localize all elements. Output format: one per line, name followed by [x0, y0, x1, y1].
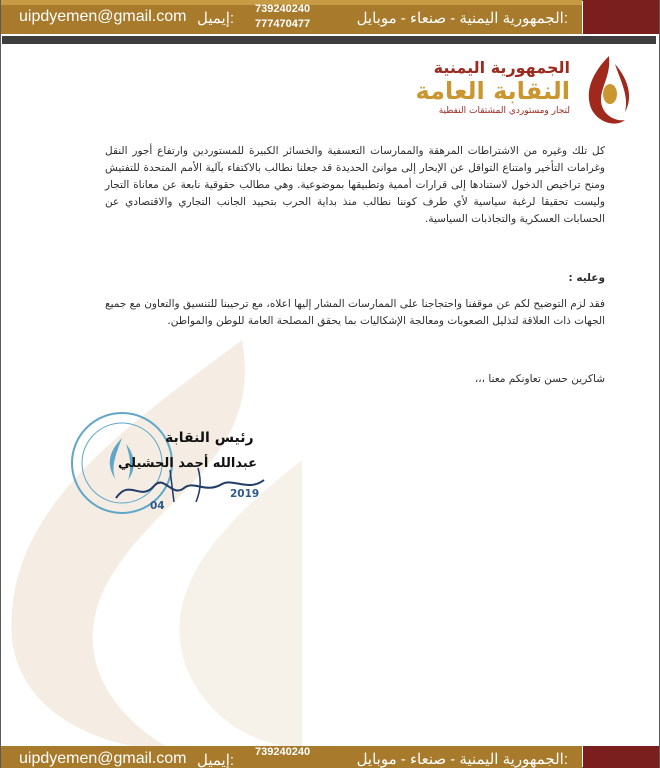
header-email: uipdyemen@gmail.com: [19, 8, 187, 25]
watermark-flame-icon: [2, 340, 302, 750]
header-accent-block: [583, 0, 659, 34]
header-bar: [1, 0, 582, 34]
header-country-city: الجمهورية اليمنية - صنعاء - موبايل:: [356, 10, 568, 27]
footer-phone-1: 739240240: [255, 746, 311, 758]
header-email-label: إيميل:: [197, 10, 235, 27]
footer-country-city: الجمهورية اليمنية - صنعاء - موبايل:: [356, 751, 568, 768]
footer-email-label: إيميل:: [197, 752, 235, 768]
header-phone-1: 739240240: [255, 3, 311, 15]
letterhead-tagline: لتجار ومستوردي المشتقات النفطية: [438, 106, 570, 116]
signature-date-day: 04: [150, 500, 165, 512]
letter-paragraph-2: فقد لزم التوضيح لكم عن موقفنا واحتجاجنا على الممارسات المشار إليها اعلاه، مع ترحيبنا للتنسيق والتعاون مع جميع الجهات ذات العلاقة لتذليل الصعوبات ومعالجة الإشكاليات بما يحقق المصلحة العامة للوطن والمواطن.: [105, 298, 605, 327]
letterhead-country: الجمهورية اليمنية: [433, 58, 570, 77]
header-phone-2: 777470477: [255, 18, 311, 30]
letter-thanks: شاكرين حسن تعاونكم معنا ،،،: [474, 373, 605, 385]
letterhead-union-name: النقابة العامة: [415, 77, 570, 105]
footer-accent-block: [583, 746, 659, 768]
header-divider: [2, 36, 656, 44]
flame-drop-logo-icon: [585, 54, 633, 128]
letter-whereas: وعليه :: [568, 272, 605, 284]
signature-date-year: 2019: [230, 488, 260, 500]
footer-bar: [1, 746, 582, 768]
signature-title: رئيس النقابة: [165, 430, 254, 446]
footer-email: uipdyemen@gmail.com: [19, 750, 187, 767]
signature-name: عبدالله أحمد الحشيلي: [118, 456, 258, 471]
letter-paragraph-1: كل تلك وغيره من الاشتراطات المرهقة والممارسات التعسفية والخسائر الكبيرة للمستوردين وارتفاع أجور النقل وغرامات التأخير وامتناع التواقل عن الإبحار إلى موانئ الحديدة قد جعلنا نطالب بالاكتفاء بآلية الأمم المتحدة للتفتيش ومنح تراخيص الدخول لاستنادها إلى قرارات أممية وتطبيقها بموضوعية. وهي مطالب حقوقية نابعة عن معاناة التجار وليست تحقيقا لرغبة سياسية لأي طرف كوننا نطالب منذ بداية الحرب بتحييد الجانب التجاري والاقتصادي عن الحسابات العسكرية والتجاذبات السياسية.: [105, 145, 605, 225]
